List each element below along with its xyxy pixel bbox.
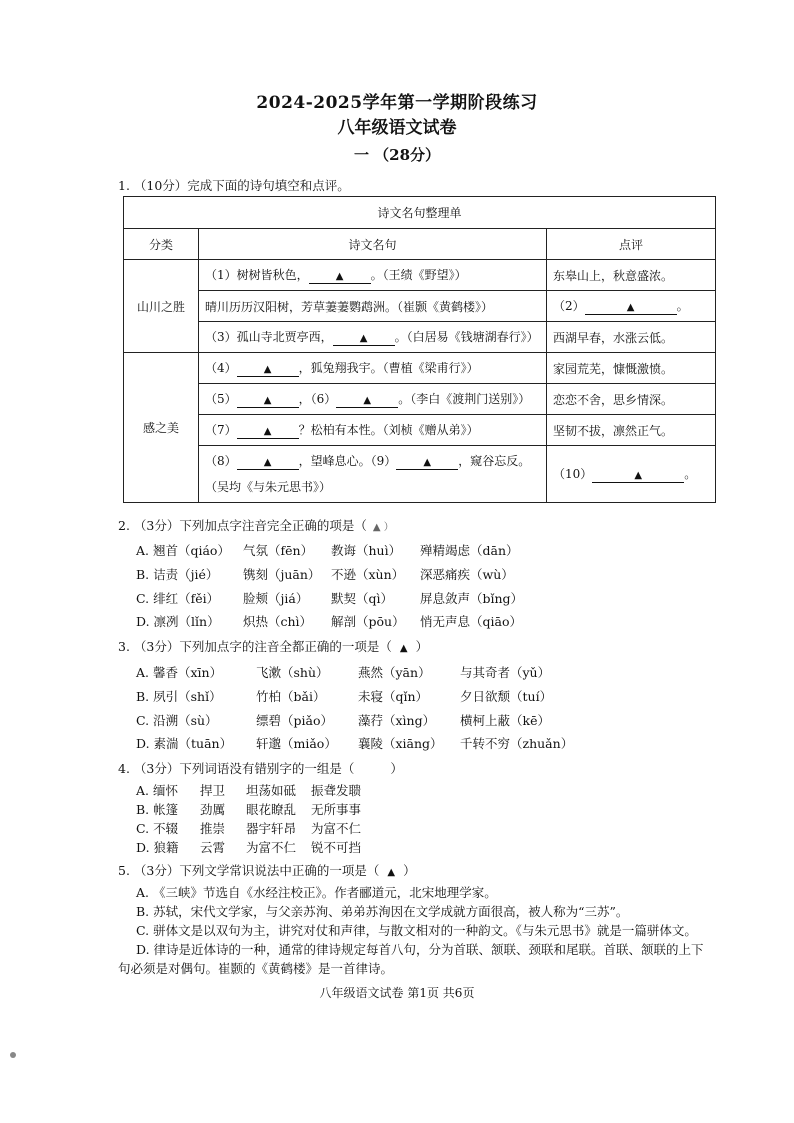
q3-option-d-2: 轩邈（miǎo） — [256, 736, 337, 751]
q5-option-b[interactable]: B. 苏轼，宋代文学家，与父亲苏洵、弟弟苏洵因在文学成就方面很高，被人称为“三苏”。 — [136, 904, 629, 919]
q5-answer-mark: ▲ — [387, 867, 396, 878]
q3-option-b-3: 未寝（qǐn） — [358, 689, 429, 704]
q2-option-c-4: 屏息敛声（bǐng） — [420, 591, 524, 606]
q3-option-b-4: 夕日欲颓（tuí） — [460, 689, 553, 704]
q3-option-b[interactable]: B. 夙引（shǐ） — [136, 689, 222, 704]
table-row: 晴川历历汉阳树，芳草萋萋鹦鹉洲。（崔颢《黄鹤楼》） — [199, 291, 547, 322]
q2-option-d-3: 解剖（pōu） — [331, 614, 405, 629]
q2-option-b-4: 深恶痛疾（wù） — [420, 567, 514, 582]
q4-option-a-4: 振聋发聩 — [311, 783, 362, 798]
q2-option-a-4: 殚精竭虑（dān） — [420, 543, 519, 558]
q2-option-a-2: 气氛（fēn） — [243, 543, 314, 558]
answer-blank-9[interactable]: ▲ — [396, 457, 458, 470]
q3-option-a-2: 飞漱（shù） — [256, 665, 329, 680]
table-title: 诗文名句整理单 — [124, 197, 716, 229]
q4-option-c-2: 推崇 — [200, 821, 226, 836]
answer-blank-10[interactable]: ▲ — [592, 470, 684, 483]
exam-title: 2024-2025学年第一学期阶段练习 — [256, 93, 538, 113]
q3-option-c-3: 藻荇（xìng） — [358, 713, 436, 728]
col-header-category: 分类 — [124, 229, 199, 260]
q4-option-c-4: 为富不仁 — [311, 821, 362, 836]
q4-option-b[interactable]: B. 帐篷 — [136, 802, 179, 817]
table-row: （4） ▲ ，狐兔翔我宇。（曹植《梁甫行》） — [199, 353, 547, 384]
q1-stem: 1. （10分）完成下面的诗句填空和点评。 — [118, 178, 350, 193]
q5-option-c[interactable]: C. 骈体文是以双句为主，讲究对仗和声律，与散文相对的一种韵文。《与朱元思书》就是一篇骈体文。 — [136, 923, 697, 938]
comment-7: 坚韧不拔，凛然正气。 — [547, 415, 716, 446]
q4-option-b-2: 劲厲 — [200, 802, 226, 817]
section-heading: 一 （28分） — [353, 146, 441, 164]
q4-option-d-3: 为富不仁 — [246, 840, 297, 855]
q2-answer-mark: ▲ ） — [372, 522, 394, 533]
q2-option-c-2: 脸颊（jiá） — [243, 591, 309, 606]
q2-option-a[interactable]: A. 翘首（qiáo） — [136, 543, 230, 558]
answer-blank-3[interactable]: ▲ — [333, 333, 395, 346]
q3-option-c-2: 缥碧（piǎo） — [256, 713, 333, 728]
poem-table — [123, 196, 716, 503]
q3-option-d[interactable]: D. 素湍（tuān） — [136, 736, 233, 751]
q3-option-a-4: 与其奇者（yǔ） — [460, 665, 551, 680]
comment-4: 家园荒芜，慷慨激愤。 — [547, 353, 716, 384]
table-row: （1）树树皆秋色， ▲ 。（王绩《野望》） — [199, 260, 547, 291]
q4-option-c-3: 器宇轩昂 — [246, 821, 297, 836]
exam-subtitle: 八年级语文试卷 — [337, 118, 457, 138]
q4-option-b-4: 无所事事 — [311, 802, 362, 817]
q4-option-d-2: 云霄 — [200, 840, 226, 855]
answer-blank-1[interactable]: ▲ — [309, 271, 371, 284]
q2-option-b[interactable]: B. 诘责（jié） — [136, 567, 219, 582]
table-row: （5） ▲ ，（6） ▲ 。（李白《渡荆门送别》） — [199, 384, 547, 415]
q2-option-c-3: 默契（qì） — [331, 591, 393, 606]
q5-option-d-cont: 句必须是对偶句。崔颢的《黄鹤楼》是一首律诗。 — [118, 961, 394, 976]
q5-option-d[interactable]: D. 律诗是近体诗的一种，通常的律诗规定每首八句，分为首联、颔联、颈联和尾联。首联、颔联的上下 — [136, 942, 704, 957]
q4-option-a[interactable]: A. 缅怀 — [136, 783, 178, 798]
scan-mark — [10, 1052, 16, 1058]
q3-stem: 3. （3分）下列加点字的注音全都正确的一项是（ ▲ ） — [118, 639, 429, 654]
q2-option-d[interactable]: D. 凛冽（lǐn） — [136, 614, 220, 629]
answer-blank-4[interactable]: ▲ — [237, 364, 299, 377]
q2-option-d-4: 悄无声息（qiāo） — [420, 614, 522, 629]
q2-option-c[interactable]: C. 绯红（fěi） — [136, 591, 220, 606]
comment-5: 恋恋不舍，思乡情深。 — [547, 384, 716, 415]
table-row: （7） ▲ ？松柏有本性。（刘桢《赠从弟》） — [199, 415, 547, 446]
q3-option-a-3: 燕然（yān） — [358, 665, 431, 680]
col-header-lines: 诗文名句 — [199, 229, 547, 260]
q5-stem: 5. （3分）下列文学常识说法中正确的一项是（ ▲ ） — [118, 863, 416, 878]
table-row: （3）孤山寺北贾亭西， ▲ 。（白居易《钱塘湖春行》） — [199, 322, 547, 353]
q2-option-a-3: 教诲（huì） — [331, 543, 402, 558]
comment-2: （2） ▲ 。 — [547, 291, 716, 322]
q3-option-c[interactable]: C. 沿溯（sù） — [136, 713, 218, 728]
answer-blank-7[interactable]: ▲ — [237, 426, 299, 439]
q4-option-b-3: 眼花瞭乱 — [246, 802, 297, 817]
q4-option-a-3: 坦荡如砥 — [246, 783, 297, 798]
q3-option-c-4: 横柯上蔽（kē） — [460, 713, 550, 728]
q3-option-a[interactable]: A. 馨香（xīn） — [136, 665, 223, 680]
answer-blank-2[interactable]: ▲ — [585, 302, 677, 315]
q2-option-d-2: 炽热（chì） — [243, 614, 313, 629]
q2-option-b-2: 镌刻（juān） — [243, 567, 321, 582]
table-row: （8） ▲ ，望峰息心。（9） ▲ ，窥谷忘反。 （吴均《与朱元思书》） — [199, 446, 547, 503]
q3-option-b-2: 竹柏（bǎi） — [256, 689, 326, 704]
comment-10: （10） ▲ 。 — [547, 446, 716, 503]
answer-blank-8[interactable]: ▲ — [237, 457, 299, 470]
q5-options — [118, 883, 728, 978]
q2-option-b-3: 不逊（xùn） — [331, 567, 405, 582]
q3-answer-mark: ▲ — [399, 643, 408, 654]
q3-option-d-4: 千转不穷（zhuǎn） — [460, 736, 574, 751]
comment-3: 西湖早春，水涨云低。 — [547, 322, 716, 353]
q4-option-d-4: 锐不可挡 — [311, 840, 362, 855]
category-feeling: 感之美 — [124, 353, 199, 503]
answer-blank-6[interactable]: ▲ — [336, 395, 398, 408]
q4-option-a-2: 捍卫 — [200, 783, 226, 798]
q2-stem: 2. （3分）下列加点字注音完全正确的项是（ ▲ ） — [118, 518, 394, 533]
col-header-comment: 点评 — [547, 229, 716, 260]
q4-option-d[interactable]: D. 狼籍 — [136, 840, 179, 855]
page-footer: 八年级语文试卷 第1页 共6页 — [319, 986, 475, 1000]
q4-option-c[interactable]: C. 不辍 — [136, 821, 179, 836]
comment-1: 东皋山上，秋意盛浓。 — [547, 260, 716, 291]
q3-option-d-3: 襄陵（xiāng） — [358, 736, 443, 751]
q4-stem: 4. （3分）下列词语没有错别字的一组是（ ） — [118, 761, 403, 776]
category-landscape: 山川之胜 — [124, 260, 199, 353]
answer-blank-5[interactable]: ▲ — [237, 395, 299, 408]
q5-option-a[interactable]: A. 《三峡》节选自《水经注校正》。作者郦道元，北宋地理学家。 — [136, 885, 497, 900]
